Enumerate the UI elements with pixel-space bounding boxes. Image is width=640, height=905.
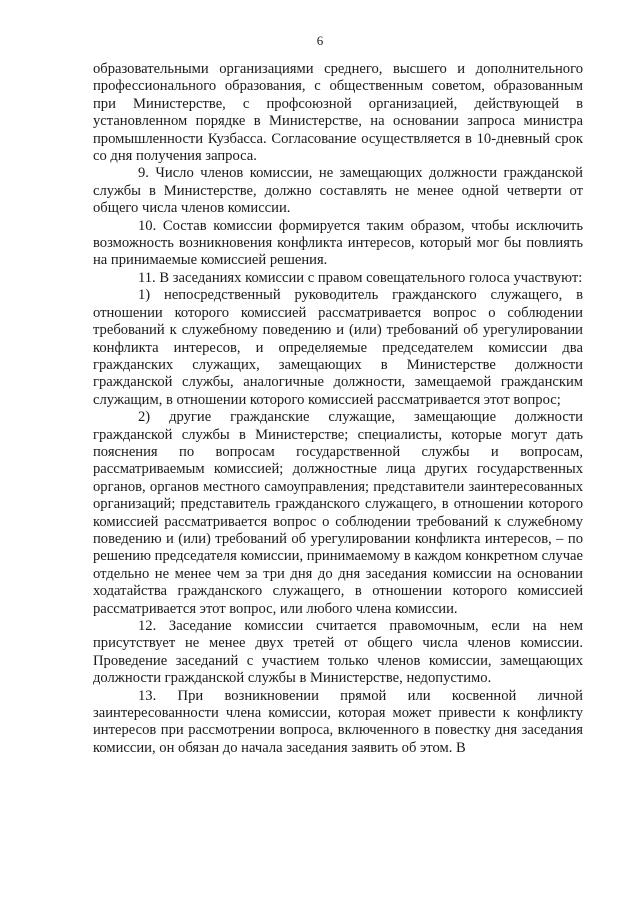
- paragraph-item-12: 12. Заседание комиссии считается правомочным, если на нем присутствует не менее двух третей от общего числа членов комиссии. Проведение заседаний с участием только членов комиссии, замещающих должности гражданской службы в Министерстве, недопустимо.: [93, 618, 583, 687]
- paragraph-continuation: образовательными организациями среднего, высшего и дополнительного профессионального образования, с общественным советом, образованным при Министерстве, с профсоюзной организацией, действующей в установленном порядке в Министерстве, на основании запроса министра промышленности Кузбасса. Согласование осуществляется в 10-дневный срок со дня получения запроса.: [93, 61, 583, 165]
- paragraph-subitem-1: 1) непосредственный руководитель гражданского служащего, в отношении которого комиссией рассматривается вопрос о соблюдении требований к служебному поведению и (или) требований об урегулировании конфликта интересов, и определяемые председателем комиссии два гражданских служащих, замещающих в Министерстве должности гражданской службы, аналогичные должности, замещаемой гражданским служащим, в отношении которого комиссией рассматривается этот вопрос;: [93, 287, 583, 408]
- paragraph-item-13: 13. При возникновении прямой или косвенной личной заинтересованности члена комиссии, которая может привести к конфликту интересов при рассмотрении вопроса, включенного в повестку дня заседания комиссии, он обязан до начала заседания заявить об этом. В: [93, 687, 583, 756]
- paragraph-item-10: 10. Состав комиссии формируется таким образом, чтобы исключить возможность возникновения конфликта интересов, который мог бы повлиять на принимаемые комиссией решения.: [93, 217, 583, 269]
- paragraph-item-9: 9. Число членов комиссии, не замещающих должности гражданской службы в Министерстве, должно составлять не менее одной четверти от общего числа членов комиссии.: [93, 165, 583, 217]
- paragraph-item-11: 11. В заседаниях комиссии с правом совещательного голоса участвуют:: [138, 269, 583, 286]
- paragraph-subitem-2: 2) другие гражданские служащие, замещающие должности гражданской службы в Министерстве; специалисты, которые могут дать пояснения по вопросам государственной службы и вопросам, рассматриваемым комиссией; должностные лица других государственных органов, органов местного самоуправления; представители заинтересованных организаций; представитель гражданского служащего, в отношении которого комиссией рассматривается вопрос о соблюдении требований к служебному поведению и (или) требований об урегулировании конфликта интересов, – по решению председателя комиссии, принимаемому в каждом конкретном случае отдельно не менее чем за три дня до дня заседания комиссии на основании ходатайства гражданского служащего, в отношении которого комиссией рассматривается этот вопрос, или любого члена комиссии.: [93, 409, 583, 617]
- page-number: 6: [316, 33, 324, 48]
- document-body: [93, 61, 583, 757]
